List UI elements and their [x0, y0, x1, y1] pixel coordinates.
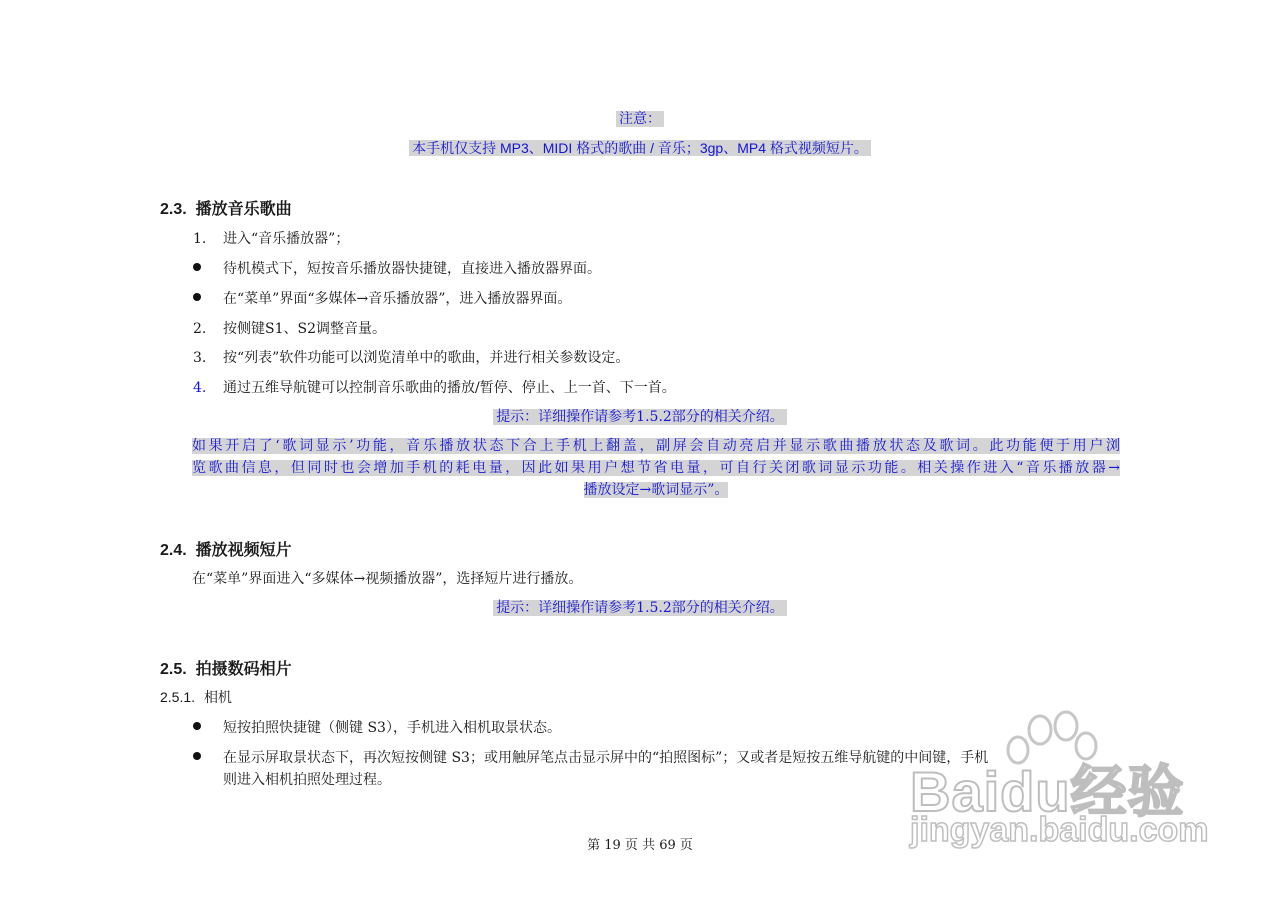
list-item-text: 进入“音乐播放器”； [223, 231, 350, 247]
section-number: 2.3. [160, 201, 187, 218]
list-item [193, 377, 676, 397]
lyrics-note-line: 播放设定→歌词显示”。 [583, 482, 729, 498]
bullet-icon [193, 752, 201, 760]
tip-text: 提示：详细操作请参考1.5.2部分的相关介绍。 [493, 409, 787, 425]
note-title-row [0, 108, 1280, 128]
section-title: 播放音乐歌曲 [195, 201, 292, 218]
list-item-text: 在“菜单”界面“多媒体→音乐播放器”，进入播放器界面。 [223, 291, 572, 307]
section-title: 拍摄数码相片 [195, 661, 292, 678]
subsection-2-5-1-heading [160, 687, 232, 707]
bullet-icon [193, 263, 201, 271]
baidu-jingyan-watermark [890, 708, 1220, 858]
tip-text: 提示：详细操作请参考1.5.2部分的相关介绍。 [493, 600, 787, 616]
subsection-title: 相机 [203, 690, 232, 706]
subsection-number: 2.5.1. [160, 689, 196, 705]
section-2-3-heading [160, 196, 292, 219]
bullet-icon [193, 293, 201, 301]
bullet-icon [193, 722, 201, 730]
list-item-text: 通过五维导航键可以控制音乐歌曲的播放/暂停、停止、上一首、下一首。 [223, 380, 676, 396]
section-2-4-text: 在“菜单”界面进入“多媒体→视频播放器”，选择短片进行播放。 [192, 571, 583, 587]
note-text-row [0, 138, 1280, 158]
list-item [193, 318, 386, 338]
tip-row [0, 406, 1280, 426]
list-item-text: 则进入相机拍照处理过程。 [223, 772, 391, 788]
list-item [193, 228, 349, 248]
note-text: 本手机仅支持 MP3、MIDI 格式的歌曲 / 音乐；3gp、MP4 格式视频短片。 [409, 140, 871, 156]
list-marker: 2. [193, 321, 207, 337]
note-title: 注意： [616, 111, 664, 127]
list-item-text: 按“列表”软件功能可以浏览清单中的歌曲，并进行相关参数设定。 [223, 350, 630, 366]
tip-row [0, 597, 1280, 617]
list-item-text: 按侧键S1、S2调整音量。 [223, 321, 386, 337]
section-2-4-heading [160, 537, 292, 560]
list-marker: 1. [193, 231, 207, 247]
list-item-text: 短按拍照快捷键（侧键 S3），手机进入相机取景状态。 [223, 720, 561, 736]
list-marker: 4. [193, 380, 207, 396]
list-item-text: 待机模式下，短按音乐播放器快捷键，直接进入播放器界面。 [223, 261, 601, 277]
watermark-url: jingyan.baidu.com [910, 811, 1209, 849]
section-2-5-heading [160, 656, 292, 679]
section-number: 2.4. [160, 542, 187, 559]
list-marker: 3. [193, 350, 207, 366]
list-item-text: 在显示屏取景状态下，再次短按侧键 S3；或用触屏笔点击显示屏中的“拍照图标”；又或者是短按五维导航键的中间键，手机 [223, 750, 989, 766]
section-number: 2.5. [160, 661, 187, 678]
section-title: 播放视频短片 [195, 542, 292, 559]
lyrics-note-line: 如果开启了‘歌词显示’功能，音乐播放状态下合上手机上翻盖，副屏会自动亮启并显示歌曲播放状态及歌词。此功能便于用户浏 [192, 438, 1120, 454]
page-footer: 第 19 页 共 69 页 [587, 838, 693, 853]
lyrics-note [192, 435, 1120, 501]
list-item [193, 347, 629, 367]
watermark-brand: Baidu经验 [910, 760, 1185, 823]
lyrics-note-line: 览歌曲信息，但同时也会增加手机的耗电量，因此如果用户想节省电量，可自行关闭歌词显示功能。相关操作进入“音乐播放器→ [192, 460, 1120, 476]
